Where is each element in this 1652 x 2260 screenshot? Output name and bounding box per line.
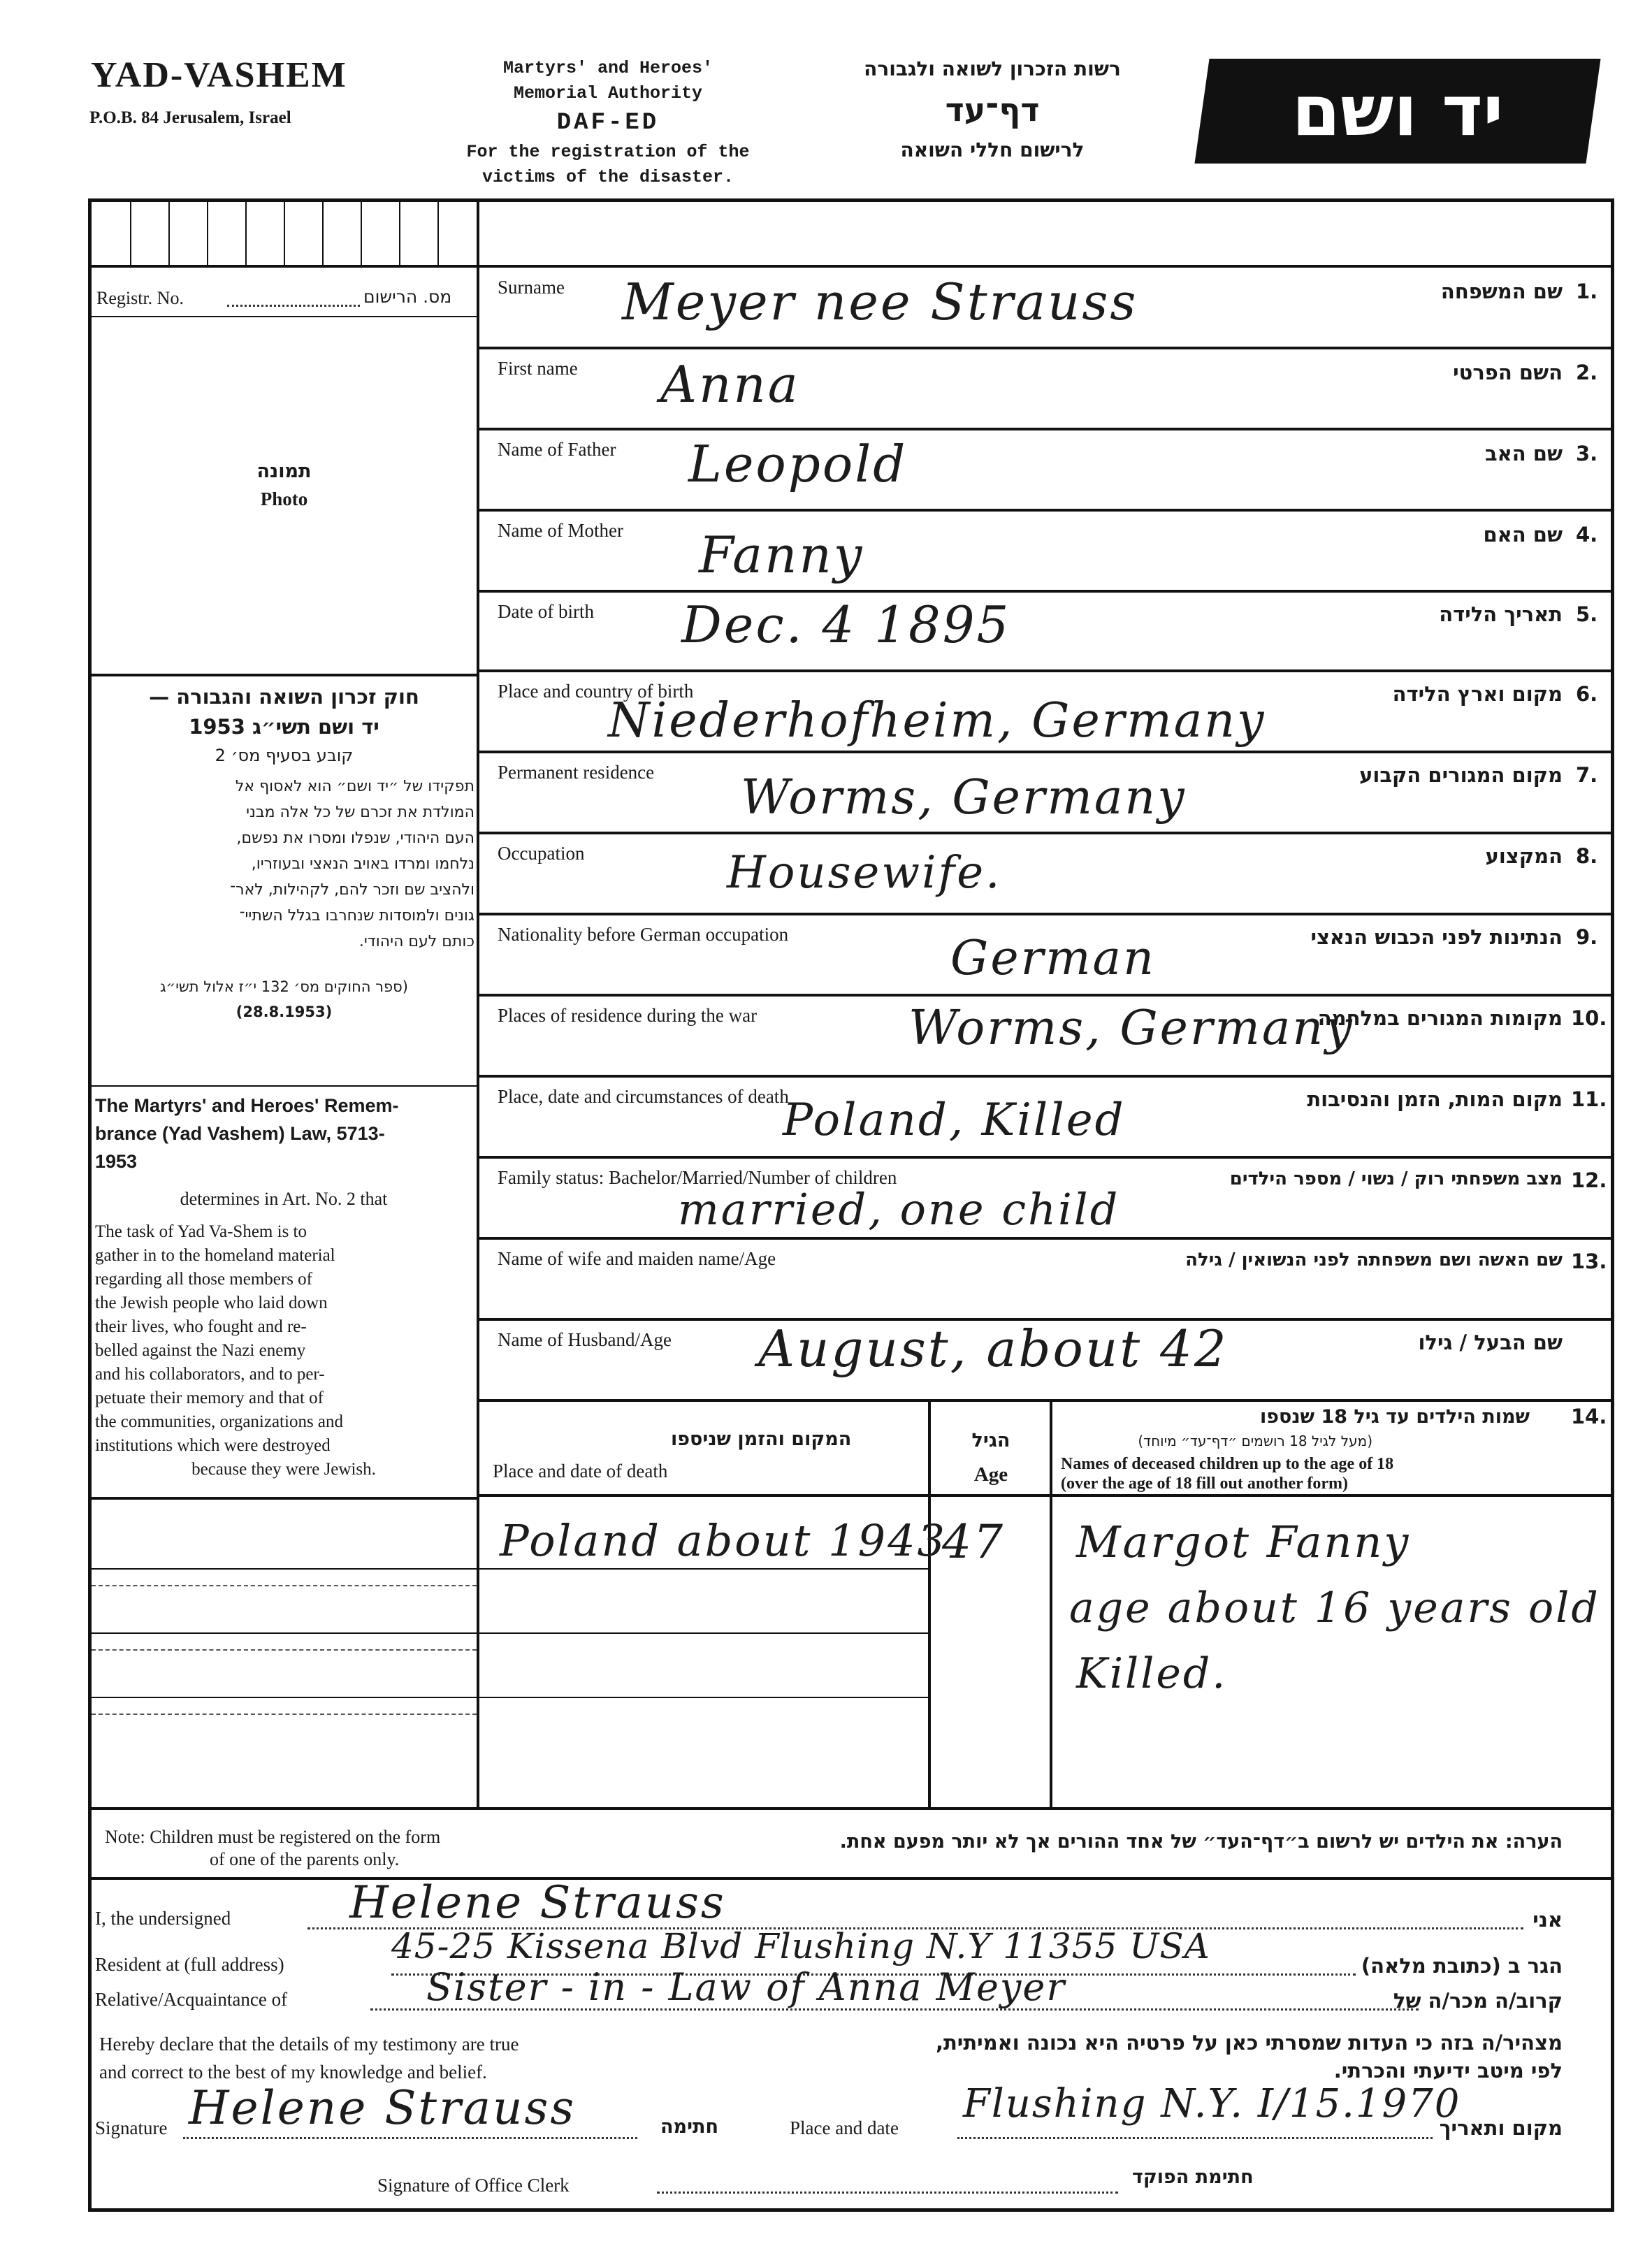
registr-dots [227, 305, 360, 307]
field-number: 8. [1576, 844, 1598, 868]
header-en-line4: For the registration of the [466, 142, 750, 162]
signature-label: Signature [95, 2117, 168, 2138]
resident-value: 45-25 Kissena Blvd Flushing N.Y 11355 USA [391, 1926, 1210, 1966]
frame-bottom [88, 2208, 1614, 2212]
left-children-header-line [88, 1497, 477, 1500]
law-en-line: petuate their memory and that of [95, 1389, 324, 1407]
field-surname-label-he: שם המשפחה [1440, 280, 1563, 303]
field-war-residence-label: Places of residence during the war [498, 1005, 758, 1026]
field-husband-label: Name of Husband/Age [498, 1329, 672, 1350]
row-line [477, 428, 1614, 430]
yad-vashem-logo [1194, 59, 1600, 164]
registration-ticks [92, 202, 477, 265]
child-death-value: Poland about 1943 [500, 1515, 947, 1566]
row-line [477, 347, 1614, 349]
children-names-label-he2: (מעל לגיל 18 רושמים ״דף־עד״ מיוחד) [1138, 1433, 1372, 1449]
child-row-dash [92, 1714, 477, 1715]
field-husband-value: August, about 42 [758, 1319, 1229, 1378]
header-he-line2: דף־עד [945, 91, 1040, 129]
law-en-line: belled against the Nazi enemy [95, 1341, 306, 1360]
field-war-residence-value: Worms, Germany [908, 1001, 1354, 1056]
row-line [477, 751, 1614, 753]
children-names-label-en1: Names of deceased children up to the age of 18 [1061, 1455, 1394, 1473]
field-death-label-he: מקום המות, הזמן והנסיבות [1307, 1087, 1563, 1111]
field-occupation-label-he: המקצוע [1485, 844, 1563, 868]
law-he-title1: חוק זכרון השואה והגבורה — [149, 685, 419, 709]
office-clerk-label: Signature of Office Clerk [377, 2175, 570, 2196]
row-line [477, 590, 1614, 593]
law-he-date: (28.8.1953) [236, 1004, 333, 1020]
undersigned-label: I, the undersigned [95, 1908, 231, 1929]
field-surname-label: Surname [498, 277, 565, 298]
field-birthplace-value: Niederhofheim, Germany [608, 693, 1266, 748]
undersigned-label-he: אני [1533, 1908, 1563, 1932]
field-birthplace-label: Place and country of birth [498, 681, 694, 702]
child-name-line2: age about 16 years old [1069, 1584, 1600, 1632]
relative-value: Sister - in - Law of Anna Meyer [426, 1965, 1066, 2009]
field-number: 6. [1576, 682, 1598, 706]
child-age-value: 47 [942, 1515, 1005, 1569]
field-residence-value: Worms, Germany [741, 770, 1187, 825]
children-col-divider-1 [928, 1399, 931, 1807]
signature-value: Helene Strauss [189, 2081, 577, 2135]
field-father-value: Leopold [688, 435, 908, 493]
law-en-determines: determines in Art. No. 2 that [180, 1189, 388, 1209]
header-en-line2: Memorial Authority [513, 83, 703, 103]
frame-right [1611, 198, 1614, 2212]
row-line [477, 913, 1614, 915]
field-residence-label-he: מקום המגורים הקבוע [1359, 763, 1563, 787]
children-age-label-he: הגיל [971, 1430, 1010, 1451]
field-number: 12. [1571, 1168, 1607, 1192]
field-residence-label: Permanent residence [498, 762, 655, 783]
law-en-title: 1953 [95, 1151, 138, 1172]
photo-label-he: תמונה [256, 461, 312, 482]
row-line [477, 994, 1614, 997]
field-family-status-label-he: מצב משפחתי רוק / נשוי / מספר הילדים [1229, 1168, 1563, 1189]
field-occupation-value: Housewife. [727, 847, 1002, 899]
header-center-hebrew [797, 53, 1188, 166]
field-number: 13. [1571, 1249, 1607, 1273]
law-en-line: The task of Yad Va-Shem is to [95, 1222, 307, 1241]
row-line [477, 1237, 1614, 1240]
field-number: 5. [1576, 602, 1598, 626]
law-he-line: גונים ולמוסדות שנחרבו בגלל השתיי־ [239, 907, 474, 925]
field-birthplace-label-he: מקום וארץ הלידה [1392, 682, 1563, 706]
org-title: YAD-VASHEM [91, 55, 347, 95]
field-first-name-label-he: השם הפרטי [1453, 361, 1563, 384]
hereby-he-line1: מצהיר/ה בזה כי העדות שמסרתי כאן על פרטיה היא נכונה ואמיתית, [935, 2031, 1563, 2055]
field-number: 9. [1576, 925, 1598, 949]
row-line [477, 832, 1614, 834]
law-en-line: gather in to the homeland material [95, 1246, 335, 1265]
law-en-line: regarding all those members of [95, 1270, 313, 1289]
field-occupation-label: Occupation [498, 843, 585, 864]
place-date-value: Flushing N.Y. I/15.1970 [963, 2081, 1461, 2127]
child-row-line [92, 1632, 930, 1634]
field-nationality-label: Nationality before German occupation [498, 924, 789, 945]
children-header-line [477, 1494, 1614, 1497]
photo-label-en: Photo [260, 488, 308, 509]
children-age-label: Age [973, 1463, 1008, 1486]
field-death-label: Place, date and circumstances of death [498, 1086, 789, 1107]
children-col-divider-2 [1050, 1399, 1052, 1807]
relative-label: Relative/Acquaintance of [95, 1989, 288, 2010]
signature-label-he: חתימה [660, 2116, 719, 2138]
header-en-line1: Martyrs' and Heroes' [502, 58, 713, 78]
field-mother-label: Name of Mother [498, 520, 623, 541]
law-en-line: their lives, who fought and re- [95, 1317, 307, 1336]
law-divider [92, 1085, 477, 1087]
law-he-line: תפקידו של ״יד ושם״ הוא לאסוף אל [235, 778, 474, 795]
field-mother-label-he: שם האם [1483, 523, 1563, 546]
field-dob-label-he: תאריך הלידה [1439, 602, 1563, 626]
logo-text: יד ושם [1291, 70, 1504, 152]
field-wife-label: Name of wife and maiden name/Age [498, 1248, 776, 1269]
place-date-label: Place and date [790, 2117, 899, 2138]
column-divider [477, 198, 479, 1807]
law-he-line: נלחמו ומרדו באויב הנאצי ובעוזריו, [251, 855, 474, 873]
law-he-line: ולהציב שם וזכר להם, לקהילות, לאר־ [230, 881, 474, 899]
row-line [477, 1399, 1614, 1402]
law-en-title: brance (Yad Vashem) Law, 5713- [95, 1123, 385, 1144]
field-mother-value: Fanny [699, 526, 864, 584]
law-en-line: institutions which were destroyed [95, 1436, 331, 1455]
undersigned-value: Helene Strauss [349, 1877, 726, 1929]
registr-label: Registr. No. [96, 288, 184, 308]
field-father-label: Name of Father [498, 439, 616, 460]
child-row-line [92, 1697, 930, 1698]
field-number: 7. [1576, 763, 1598, 787]
resident-label: Resident at (full address) [95, 1954, 284, 1975]
note-en-line1: Note: Children must be registered on the form [105, 1827, 441, 1847]
field-husband-label-he: שם הבעל / גילו [1418, 1331, 1563, 1354]
photo-box-bottom [88, 674, 477, 676]
field-wife-label-he: שם האשה ושם משפחתה לפני הנשואין / גילה [1185, 1249, 1563, 1270]
child-row-dash [92, 1649, 477, 1651]
ticks-bottom-line [88, 265, 1614, 268]
field-family-status-label: Family status: Bachelor/Married/Number of children [498, 1167, 897, 1188]
header-he-line3: לרישום חללי השואה [900, 138, 1085, 161]
header-en-line5: victims of the disaster. [481, 167, 734, 187]
law-en-title: The Martyrs' and Heroes' Remem- [95, 1095, 399, 1116]
registr-label-he: מס. הרישום [363, 287, 452, 307]
org-address: P.O.B. 84 Jerusalem, Israel [89, 108, 291, 127]
child-name-line3: Killed. [1076, 1649, 1228, 1698]
field-number: 4. [1576, 523, 1598, 546]
field-father-label-he: שם האב [1484, 442, 1563, 465]
note-en-line2: of one of the parents only. [210, 1849, 400, 1869]
resident-label-he: הגר ב (כתובת מלאה) [1361, 1954, 1563, 1978]
note-bottom-line [88, 1877, 1614, 1880]
law-en-line: and his collaborators, and to per- [95, 1365, 325, 1384]
field-dob-label: Date of birth [498, 601, 594, 622]
header-center-english [440, 56, 776, 190]
relative-label-he: קרוב/ה מכר/ה של [1393, 1989, 1563, 2013]
row-line [477, 1156, 1614, 1159]
field-family-status-value: married, one child [678, 1184, 1120, 1235]
field-death-value: Poland, Killed [783, 1094, 1126, 1146]
law-english [95, 1092, 472, 1482]
law-he-line: העם היהודי, שנפלו ומסרו את נפשם, [236, 830, 474, 847]
law-he-title3: קובע בסעיף מס׳ 2 [215, 746, 354, 765]
field-number: 1. [1576, 280, 1598, 303]
place-date-line [957, 2137, 1433, 2139]
signature-line [183, 2137, 637, 2139]
header-en-dafed: DAF-ED [556, 110, 660, 136]
law-he-title2: יד ושם תשי״ג 1953 [189, 715, 379, 739]
law-en-line: the Jewish people who laid down [95, 1294, 328, 1312]
children-place-label: Place and date of death [493, 1461, 668, 1482]
field-surname-value: Meyer nee Strauss [622, 273, 1138, 331]
field-number: 11. [1571, 1087, 1607, 1111]
photo-box [92, 317, 477, 674]
field-war-residence-label-he: מקומות המגורים במלחמה [1317, 1006, 1563, 1030]
note-top-line [88, 1807, 1614, 1810]
field-number: 14. [1571, 1405, 1607, 1428]
note-he: הערה: את הילדים יש לרשום ב״דף־העד״ של אחד ההורים אך לא יותר מפעם אחת. [839, 1831, 1563, 1853]
field-nationality-value: German [950, 931, 1156, 986]
header-he-line1: רשות הזכרון לשואה ולגבורה [864, 57, 1121, 80]
law-hebrew [94, 681, 474, 1024]
field-first-name-value: Anna [660, 355, 800, 414]
law-en-line: the communities, organizations and [95, 1412, 344, 1431]
office-clerk-line [657, 2192, 1118, 2194]
child-row-dash [92, 1585, 477, 1586]
hereby-en-line1: Hereby declare that the details of my testimony are true [99, 2034, 519, 2055]
children-place-label-he: המקום והזמן שניספו [671, 1428, 852, 1450]
field-nationality-label-he: הנתינות לפני הכבוש הנאצי [1310, 925, 1563, 949]
field-first-name-label: First name [498, 358, 578, 379]
child-name-line1: Margot Fanny [1076, 1516, 1411, 1567]
law-en-line: because they were Jewish. [191, 1460, 376, 1479]
children-names-label-he1: שמות הילדים עד גיל 18 שנספו [1259, 1406, 1530, 1428]
hereby-en-line2: and correct to the best of my knowledge and belief. [99, 2062, 487, 2082]
field-number: 2. [1576, 361, 1598, 384]
hereby-he-line2: לפי מיטב ידיעתי והכרתי. [1333, 2059, 1563, 2082]
law-he-line: המולדת את זכרם של כל אלה מבני [246, 804, 474, 821]
field-dob-value: Dec. 4 1895 [681, 595, 1011, 654]
law-he-ref: (ספר החוקים מס׳ 132 י״ז אלול תשי״ג [160, 978, 408, 995]
place-date-label-he: מקום ותאריך [1439, 2116, 1563, 2140]
children-names-label-en2: (over the age of 18 fill out another form) [1061, 1475, 1349, 1493]
child-row-line [92, 1568, 930, 1570]
field-number: 10. [1571, 1006, 1607, 1030]
field-number: 3. [1576, 442, 1598, 465]
row-line [477, 509, 1614, 512]
law-he-line: כותם לעם היהודי. [358, 933, 474, 950]
row-line [477, 669, 1614, 672]
row-line [477, 1075, 1614, 1078]
office-clerk-label-he: חתימת הפוקד [1132, 2166, 1254, 2188]
